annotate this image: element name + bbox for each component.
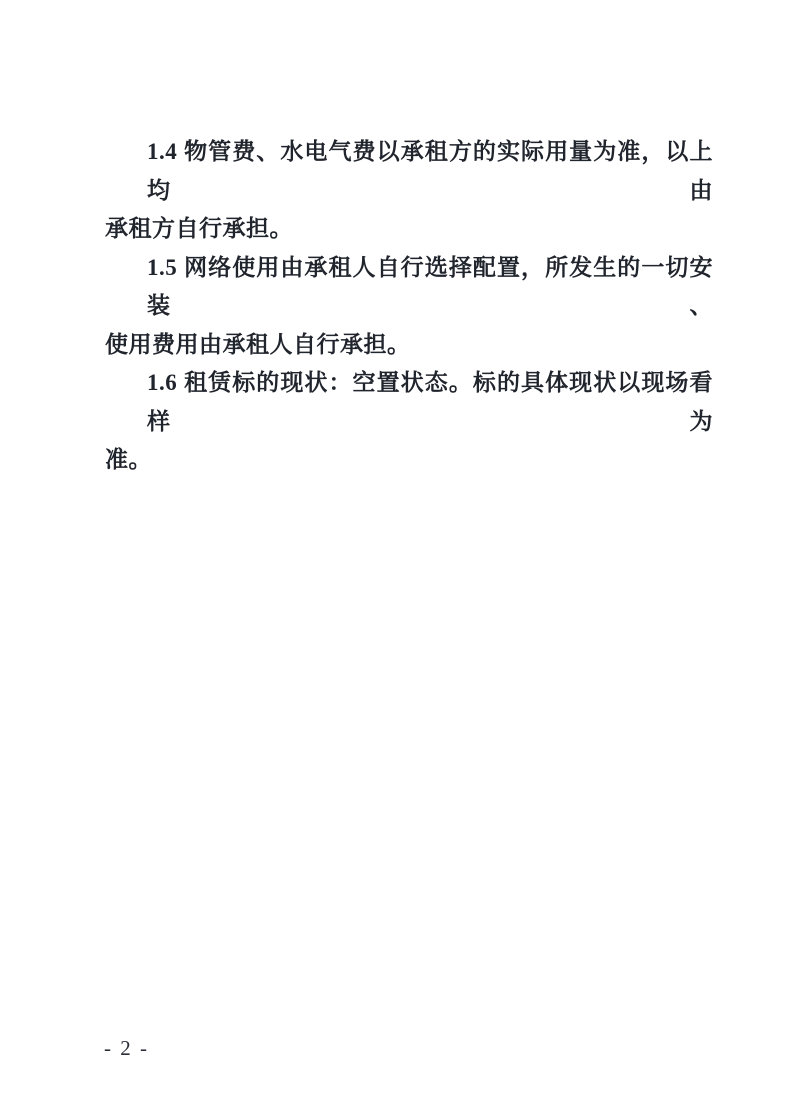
document-body	[105, 133, 713, 480]
page-number: - 2 -	[104, 1036, 149, 1060]
clause-1-6	[105, 364, 713, 480]
clause-1-6-line-2: 准。	[105, 447, 152, 472]
clause-1-6-line-1: 1.6 租赁标的现状：空置状态。标的具体现状以现场看样为	[147, 370, 713, 434]
clause-1-4	[105, 133, 713, 249]
clause-1-5-line-2: 使用费用由承租人自行承担。	[105, 331, 411, 357]
clause-1-5-line-1: 1.5 网络使用由承租人自行选择配置，所发生的一切安装、	[147, 254, 713, 318]
clause-1-4-line-1: 1.4 物管费、水电气费以承租方的实际用量为准，以上均由	[147, 139, 713, 203]
clause-1-5	[105, 249, 713, 365]
clause-1-4-line-2: 承租方自行承担。	[105, 216, 293, 241]
